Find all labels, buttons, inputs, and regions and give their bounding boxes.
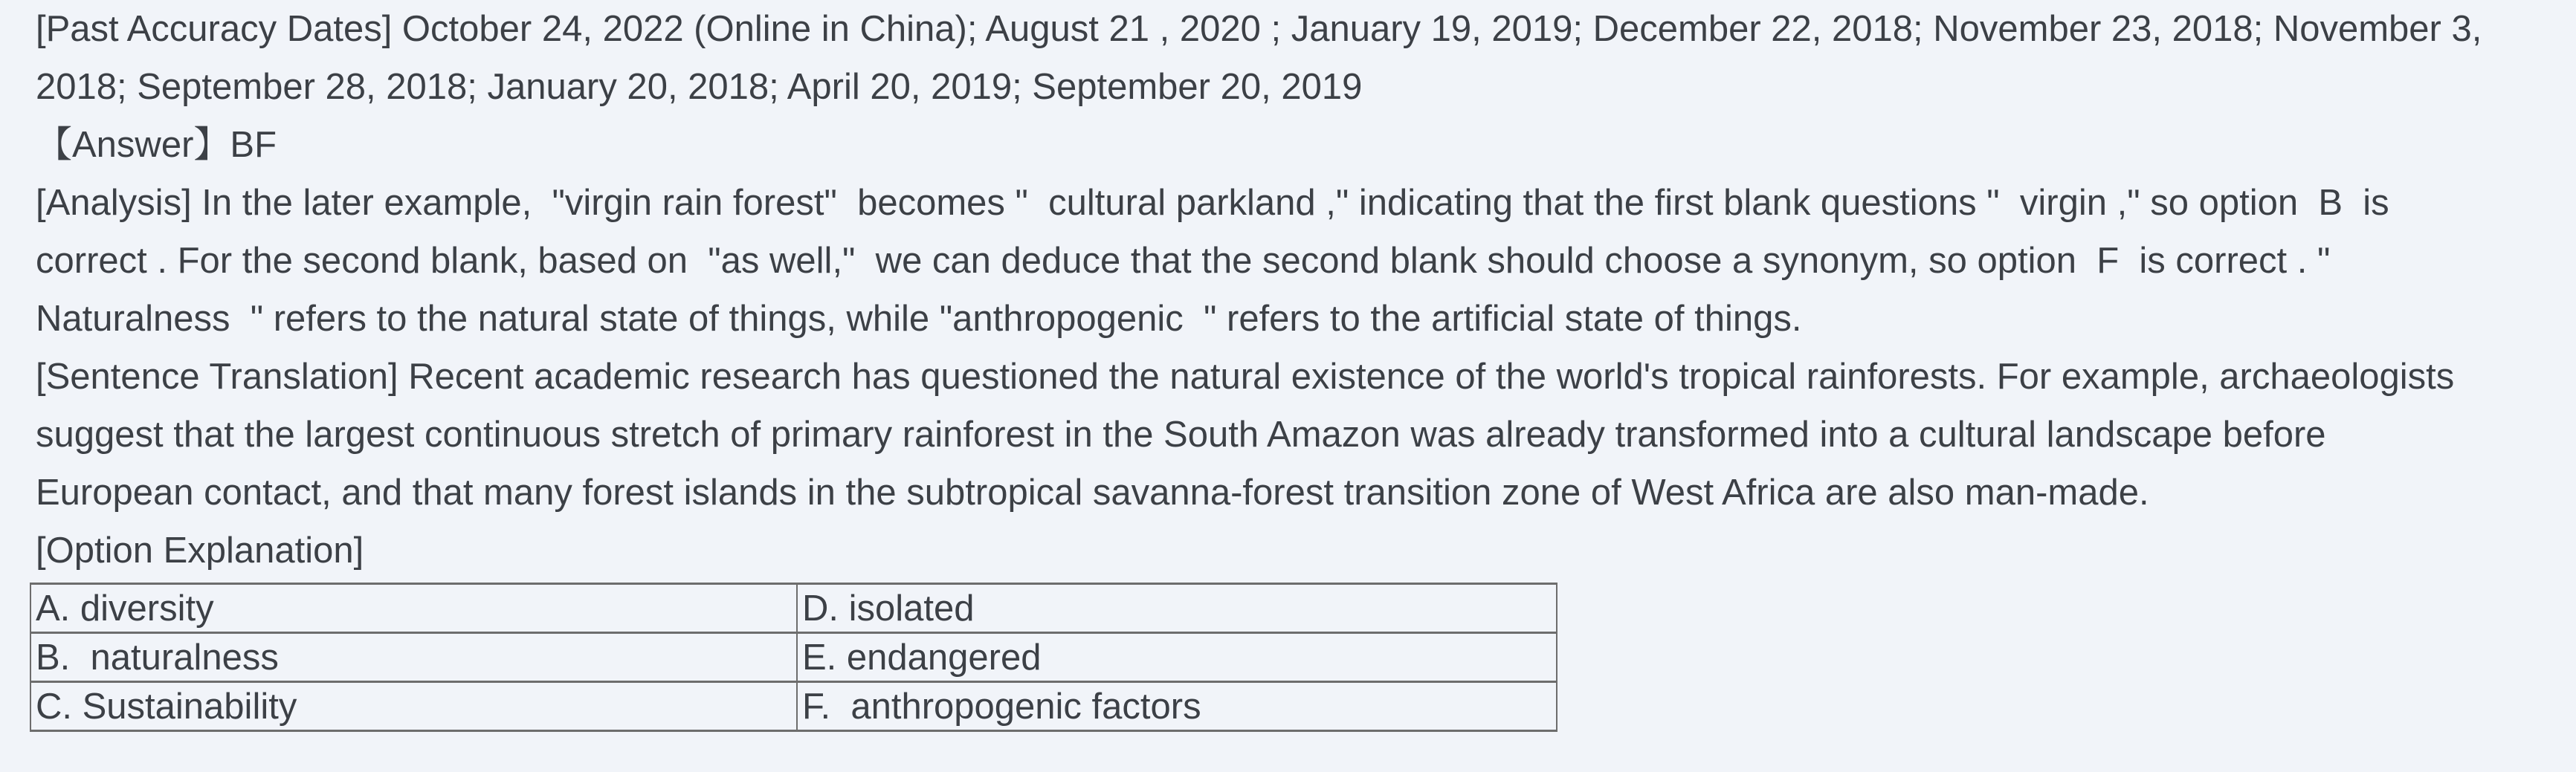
option-explanation-heading: [Option Explanation]: [36, 531, 364, 571]
option-d-cell: D. isolated: [797, 584, 1557, 633]
options-table: [30, 583, 1557, 732]
analysis-line-3: Naturalness " refers to the natural state of things, while "anthropogenic " refers to the artificial state of things.: [36, 299, 1802, 339]
sentence-translation-line-1: [Sentence Translation] Recent academic research has questioned the natural existence of the world's tropical rainforests. For example, archaeologists: [36, 357, 2455, 397]
options-table-row: [30, 682, 1557, 731]
past-accuracy-dates-line-1: [Past Accuracy Dates] October 24, 2022 (Online in China); August 21 , 2020 ; January 19, 2019; December 22, 2018; November 23, 2018; November 3,: [36, 9, 2482, 49]
sentence-translation-paragraph: [30, 348, 2554, 522]
option-c-cell: C. Sustainability: [30, 682, 797, 731]
option-b-cell: B. naturalness: [30, 633, 797, 682]
options-table-row: [30, 584, 1557, 633]
analysis-paragraph: [30, 174, 2554, 348]
answer-line: 【Answer】BF: [36, 125, 277, 165]
analysis-line-2: correct . For the second blank, based on "as well," we can deduce that the second blank should choose a synonym, so option F is correct . ": [36, 241, 2331, 281]
past-accuracy-dates-paragraph: [30, 0, 2554, 116]
past-accuracy-dates-line-2: 2018; September 28, 2018; January 20, 2018; April 20, 2019; September 20, 2019: [36, 67, 1363, 107]
sentence-translation-line-2: suggest that the largest continuous stretch of primary rainforest in the South Amazon was already transformed into a cultural landscape before: [36, 415, 2326, 455]
sentence-translation-line-3: European contact, and that many forest islands in the subtropical savanna-forest transition zone of West Africa are also man-made.: [36, 473, 2149, 513]
option-a-cell: A. diversity: [30, 584, 797, 633]
option-e-cell: E. endangered: [797, 633, 1557, 682]
options-table-row: [30, 633, 1557, 682]
analysis-line-1: [Analysis] In the later example, "virgin rain forest" becomes " cultural parkland ," indicating that the first blank questions " virgin ," so option B is: [36, 183, 2389, 223]
option-f-cell: F. anthropogenic factors: [797, 682, 1557, 731]
